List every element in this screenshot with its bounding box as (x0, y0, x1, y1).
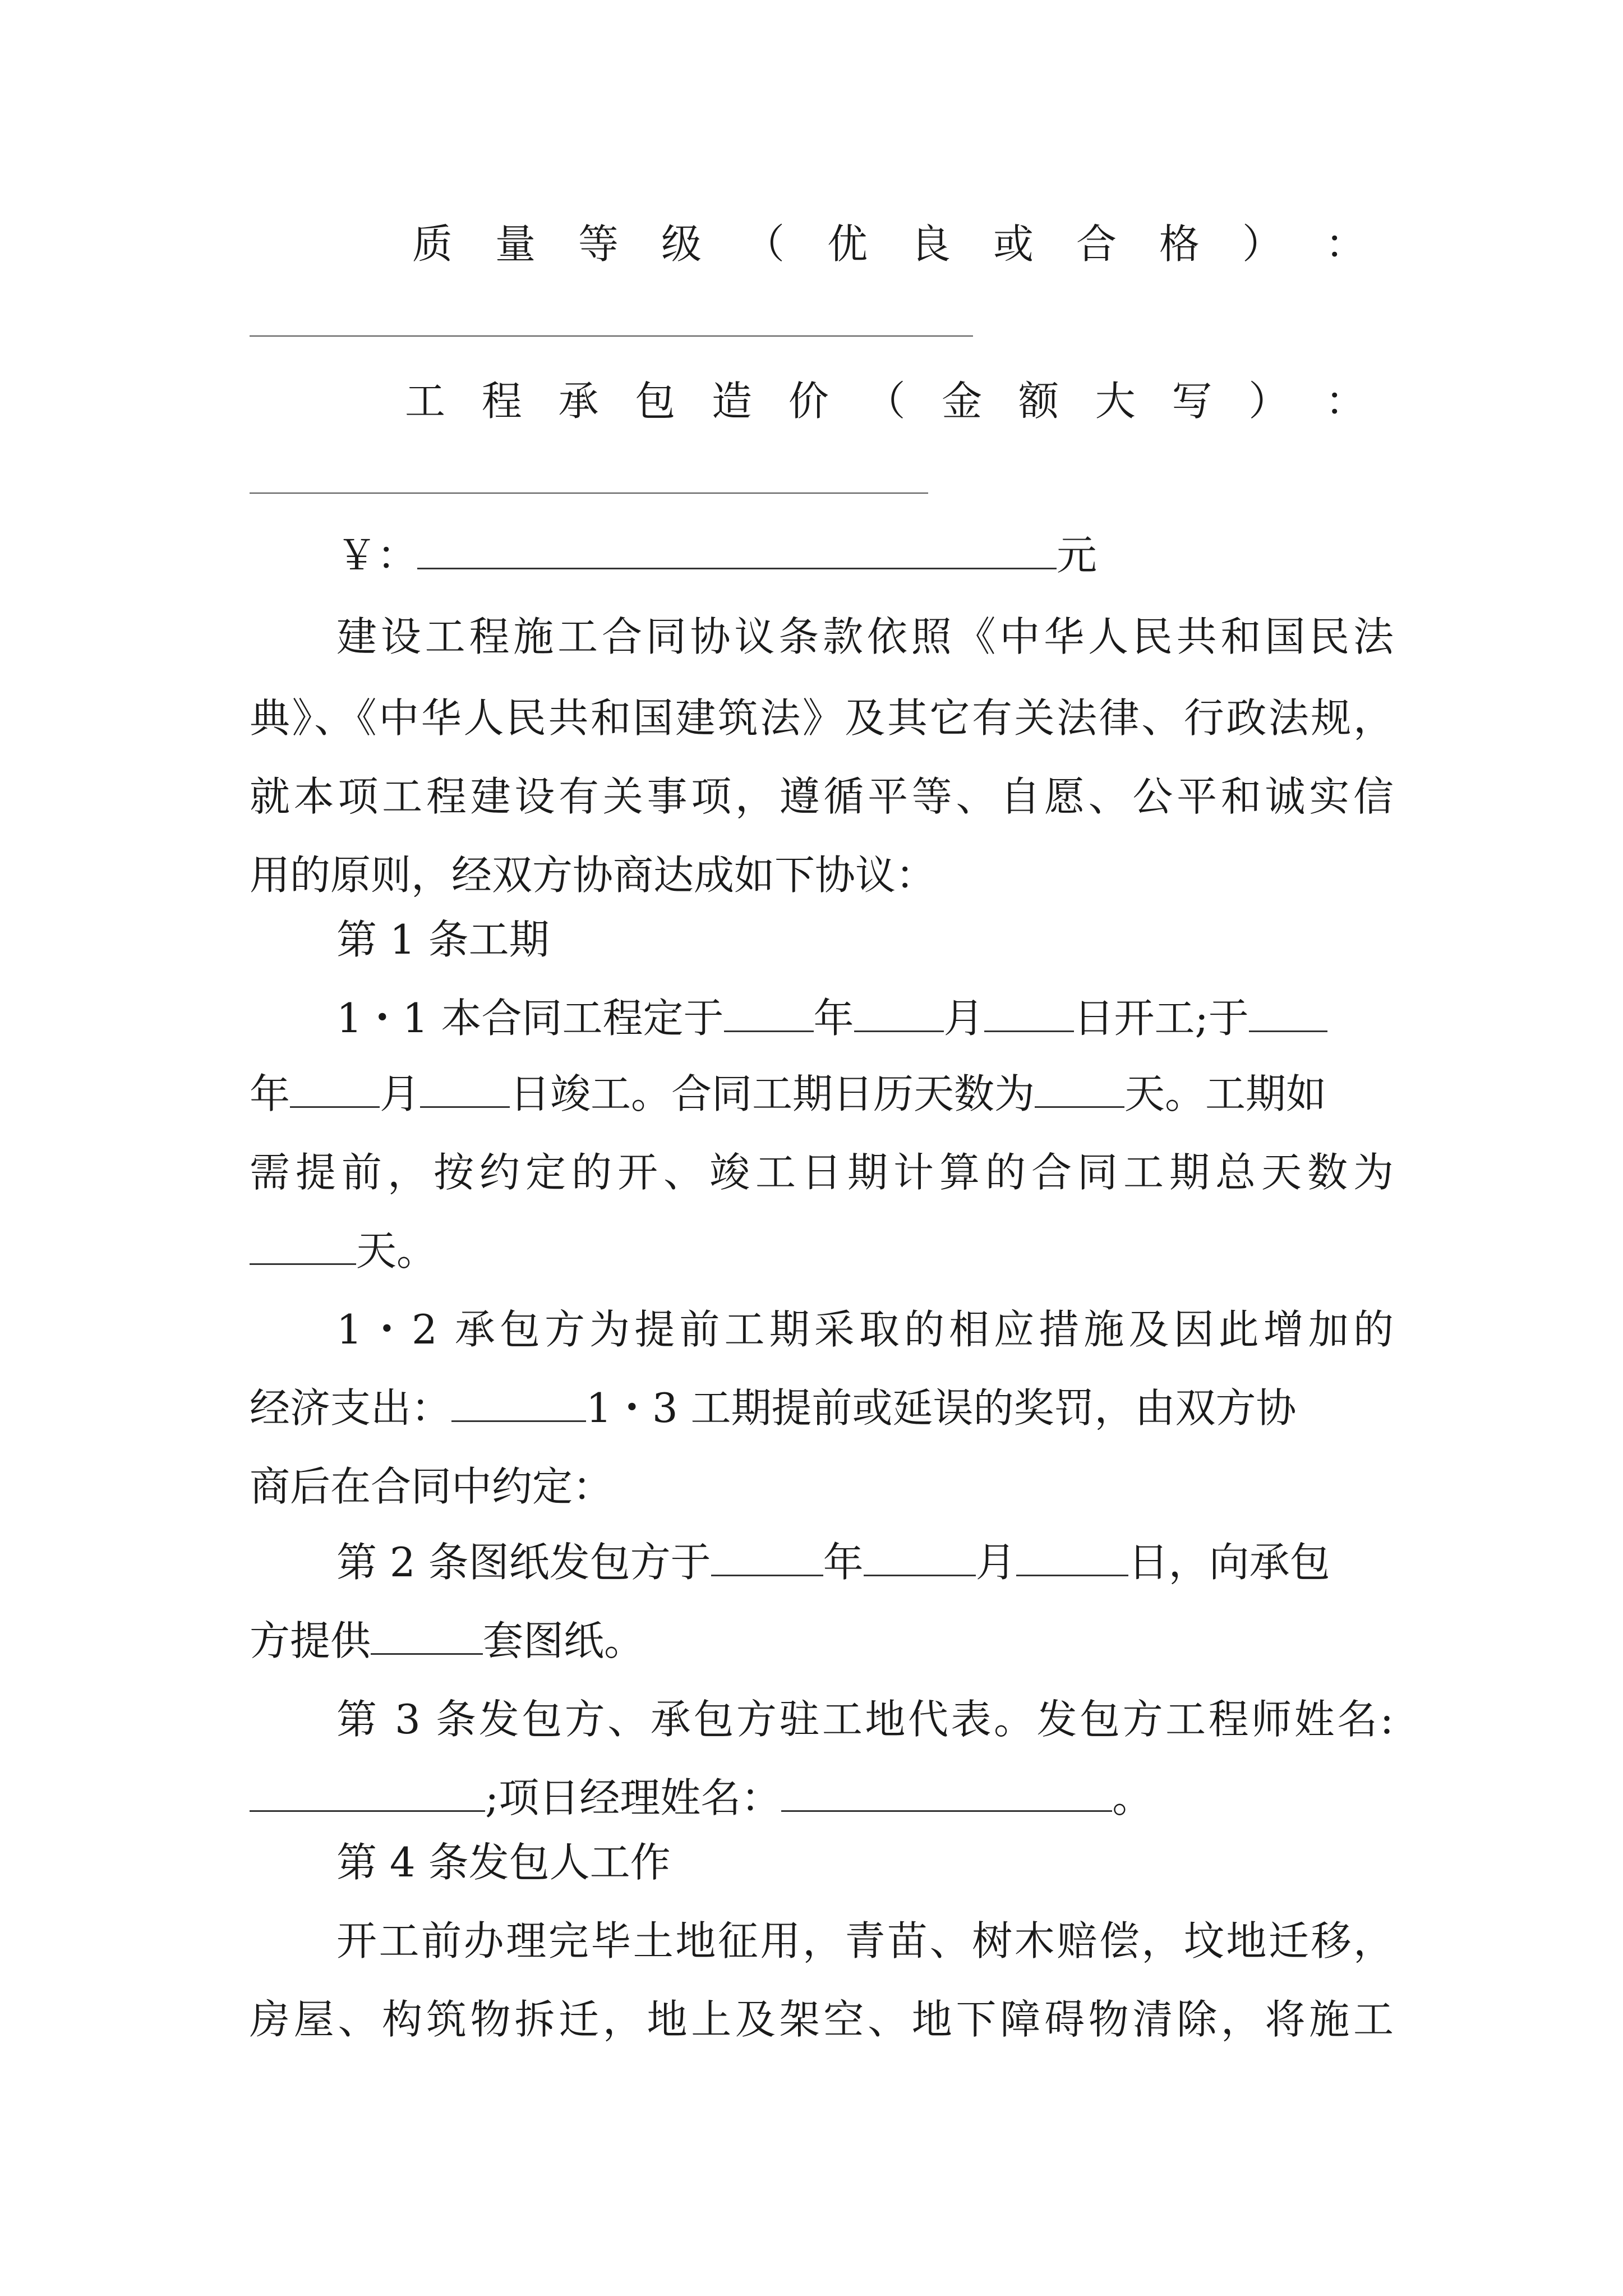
drawings-day-blank (1016, 1534, 1128, 1576)
intro-line-3: 就本项工程建设有关事项，遵循平等、自愿、公平和诚实信 (250, 773, 1394, 820)
calendar-days-blank (1035, 1066, 1124, 1108)
currency-unit: 元 (1057, 532, 1098, 579)
drawings-year-blank (711, 1534, 823, 1576)
end-day-blank (420, 1066, 510, 1108)
currency-label: ￥： (336, 532, 418, 579)
article-2-line-1: 第 2 条图纸发包方于 年 月 日，向承包 (336, 1534, 1394, 1590)
article-1-2-line-2: 经济支出： 1・3 工期提前或延误的奖罚，由双方协 (250, 1380, 1394, 1436)
contract-price-blank (250, 493, 928, 494)
article-3-line-1: 第 3 条发包方、承包方驻工地代表。发包方工程师姓名: (336, 1696, 1394, 1743)
intro-line-2: 典》、《中华人民共和国建筑法》及其它有关法律、行政法规， (250, 694, 1394, 742)
intro-line-4: 用的原则，经双方协商达成如下协议： (250, 852, 937, 899)
article-1-2-line-3: 商后在合同中约定： (250, 1463, 614, 1510)
contract-price-line: 工 程 承 包 造 价 （ 金 额 大 写 ） ： (405, 378, 1366, 425)
intro-line-1: 建设工程施工合同协议条款依照《中华人民共和国民法 (336, 613, 1394, 660)
article-1-2-line-1: 1・2 承包方为提前工期采取的相应措施及因此增加的 (336, 1306, 1394, 1353)
article-2-line-2: 方提供 套图纸。 (250, 1613, 1394, 1669)
expenses-blank (451, 1380, 586, 1422)
article-1-1-line-2: 年 月 日竣工。合同工期日历天数为 天。工期如 (250, 1066, 1394, 1122)
drawing-sets-blank (371, 1613, 483, 1655)
article-3-line-2: ;项日经理姓名： 。 (250, 1770, 1394, 1826)
quality-grade-line: 质 量 等 级 （ 优 良 或 合 格 ） ： (412, 220, 1366, 268)
start-year-blank (724, 990, 814, 1032)
article-4-body-line-1: 开工前办理完毕土地征用，青苗、树木赔偿，坟地迁移， (336, 1917, 1394, 1964)
article-4-body-line-2: 房屋、构筑物拆迁，地上及架空、地下障碍物清除，将施工 (250, 1996, 1394, 2043)
end-year-blank (1249, 990, 1327, 1032)
engineer-name-blank (250, 1770, 485, 1812)
article-1-1-line-3: 需提前，按约定的开、竣工日期计算的合同工期总天数为 (250, 1149, 1394, 1196)
start-day-blank (984, 990, 1074, 1032)
currency-line (336, 527, 1394, 583)
total-days-blank (250, 1223, 356, 1265)
article-1-1-line-1: 1・1 本合同工程定于 年 月 日开工;于 (336, 990, 1394, 1046)
article-1-title: 第 1 条工期 (336, 916, 550, 963)
article-1-1-line-4: 天。 (250, 1223, 1394, 1279)
currency-amount-blank (417, 527, 1057, 569)
drawings-month-blank (864, 1534, 976, 1576)
article-4-title: 第 4 条发包人工作 (336, 1839, 671, 1886)
end-month-blank (290, 1066, 380, 1108)
manager-name-blank (781, 1770, 1112, 1812)
start-month-blank (854, 990, 944, 1032)
quality-grade-blank (250, 335, 973, 337)
